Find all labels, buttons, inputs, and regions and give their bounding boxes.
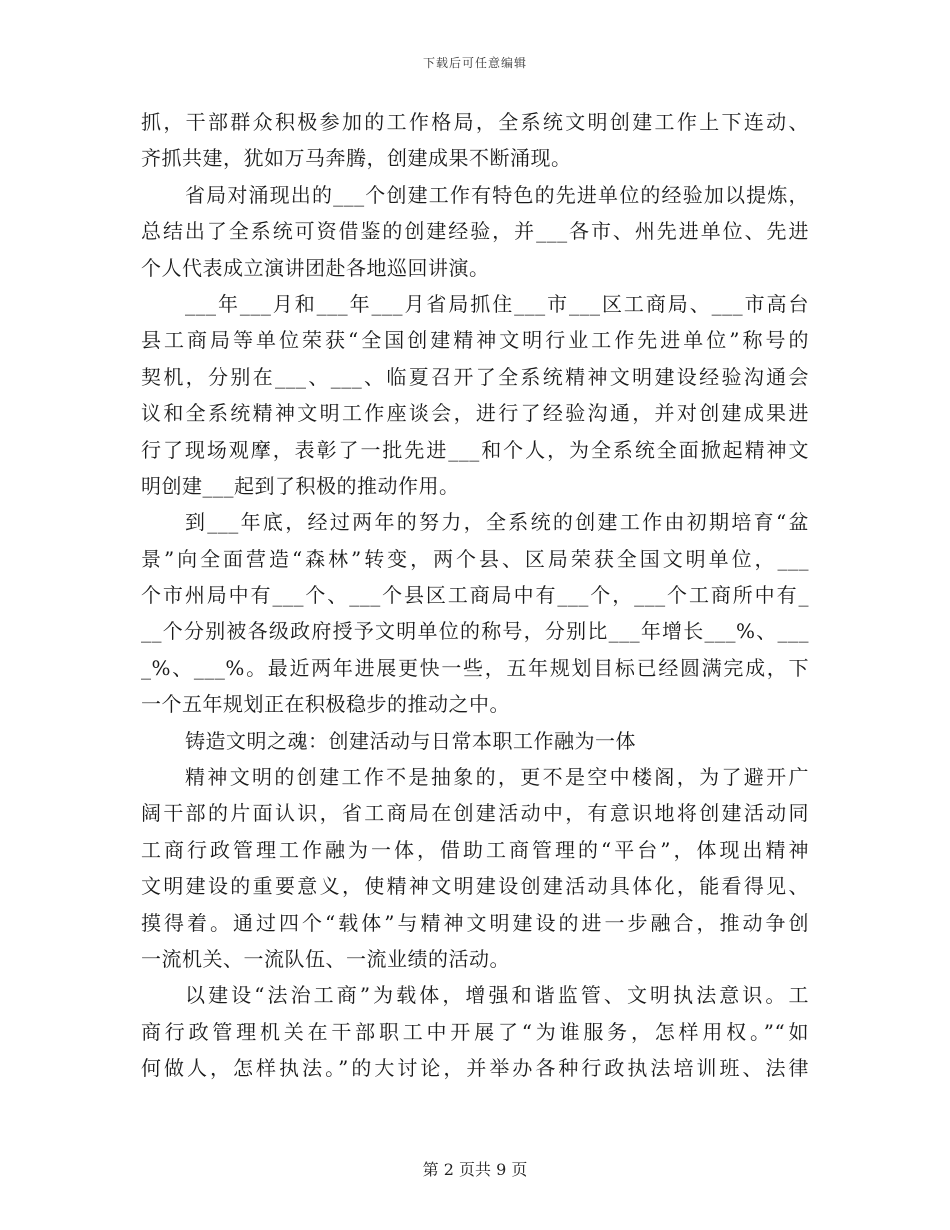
text-line: 何做人，怎样执法。”的大讨论，并举办各种行政执法培训班、法律 [141,1056,809,1081]
document-body [141,104,809,1087]
text-line: 一流机关、一流队伍、一流业绩的活动。 [141,946,510,971]
text-line: __个分别被各级政府授予文明单位的称号，分别比___年增长___%、___ [141,619,809,644]
page-number: 第 2 页共 9 页 [422,1160,528,1179]
text-line: 个市州局中有___个、___个县区工商局中有___个，___个工商所中有_ [141,583,809,608]
text-line: 精神文明的创建工作不是抽象的，更不是空中楼阁，为了避开广 [185,765,809,790]
text-line: 个人代表成立演讲团赴各地巡回讲演。 [141,255,490,280]
text-line: 景”向全面营造“森林”转变，两个县、区局荣获全国文明单位，___ [141,546,809,571]
text-line: 以建设“法治工商”为载体，增强和谐监管、文明执法意识。工 [185,983,809,1008]
text-line: 阔干部的片面认识，省工商局在创建活动中，有意识地将创建活动同 [141,801,809,826]
text-line: 议和全系统精神文明工作座谈会，进行了经验沟通，并对创建成果进 [141,401,809,426]
text-line: 抓，干部群众积极参加的工作格局，全系统文明创建工作上下连动、 [141,110,809,134]
text-line: 齐抓共建，犹如万马奔腾，创建成果不断涌现。 [141,146,572,171]
page-header: 下载后可任意编辑 [422,56,527,70]
text-line: 行了现场观摩，表彰了一批先进___和个人，为全系统全面掀起精神文 [141,437,809,462]
text-line: 文明建设的重要意义，使精神文明建设创建活动具体化，能看得见、 [141,874,809,899]
text-line: 明创建___起到了积极的推动作用。 [141,473,460,498]
text-line: 县工商局等单位荣获“全国创建精神文明行业工作先进单位”称号的 [141,328,809,353]
text-line: 总结出了全系统可资借鉴的创建经验，并___各市、州先进单位、先进 [141,219,809,244]
text-line: 商行政管理机关在干部职工中开展了“为谁服务，怎样用权。”“如 [141,1019,809,1044]
text-line: 铸造文明之魂：创建活动与日常本职工作融为一体 [185,728,636,753]
text-line: 工商行政管理工作融为一体，借助工商管理的“平台”，体现出精神 [141,837,809,862]
text-line: 一个五年规划正在积极稳步的推动之中。 [141,692,510,717]
text-line: 省局对涌现出的___个创建工作有特色的先进单位的经验加以提炼， [185,182,809,207]
text-line: 到___年底，经过两年的努力，全系统的创建工作由初期培育“盆 [185,510,809,535]
text-line: 摸得着。通过四个“载体”与精神文明建设的进一步融合，推动争创 [141,910,809,935]
text-line: ___年___月和___年___月省局抓住___市___区工商局、___市高台 [185,291,809,316]
text-line: _%、___%。最近两年进展更快一些，五年规划目标已经圆满完成，下 [141,655,809,680]
text-line: 契机，分别在___、___、临夏召开了全系统精神文明建设经验沟通会 [141,364,809,389]
